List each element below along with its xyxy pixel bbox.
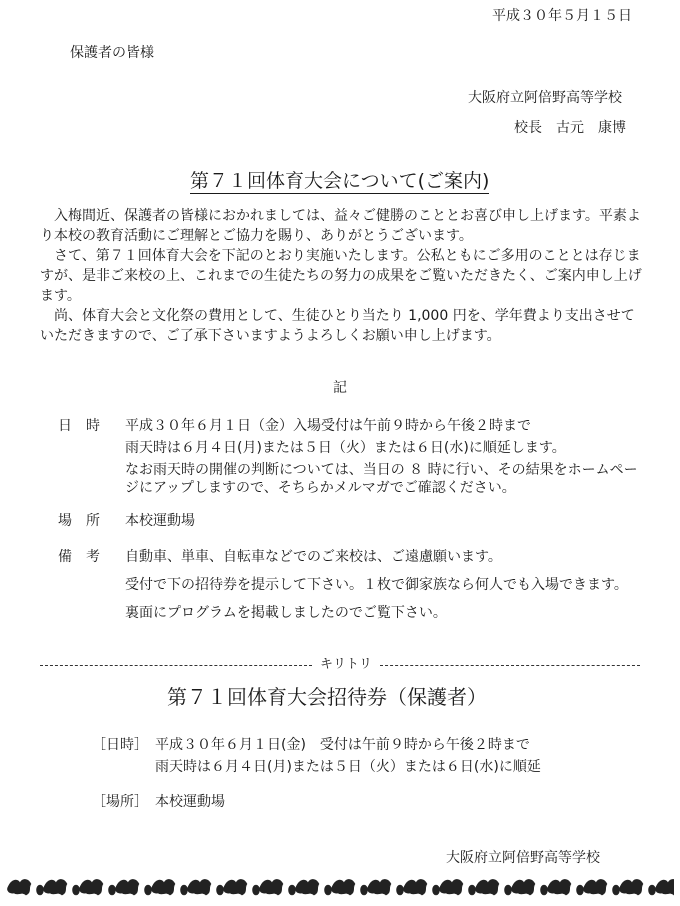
leaf-ornament — [475, 879, 499, 895]
acorn-ornament — [649, 885, 656, 895]
ticket-title: 第７１回体育大会招待券（保護者） — [167, 685, 487, 709]
sender-school: 大阪府立阿倍野高等学校 — [468, 90, 622, 106]
ticket-place-label: ［場所］ — [92, 794, 148, 810]
ticket-date-line-2: 雨天時は６月４日(月)または５日（火）または６日(水)に順延 — [155, 759, 541, 775]
leaf-ornament — [151, 879, 175, 895]
ticket-school: 大阪府立阿倍野高等学校 — [446, 850, 600, 866]
cut-line-right — [380, 665, 640, 666]
acorn-ornament — [145, 885, 152, 895]
acorn-ornament — [577, 885, 584, 895]
date-line-4: ジにアップしますので、そちらかメルマガでご確認ください。 — [125, 480, 516, 496]
leaf-ornament — [331, 879, 355, 895]
notice-title — [190, 169, 489, 193]
leaf-ornament — [439, 879, 463, 895]
leaf-ornament — [187, 879, 211, 895]
leaf-ornament — [79, 879, 103, 895]
decorative-leaf-border — [6, 876, 674, 898]
cut-line-left — [40, 665, 312, 666]
acorn-ornament — [289, 885, 296, 895]
leaf-ornament — [223, 879, 247, 895]
notice-title-text: 第７１回体育大会について(ご案内) — [190, 170, 490, 192]
acorn-ornament — [361, 885, 368, 895]
leaf-ornament — [259, 879, 283, 895]
notes-label: 備 考 — [58, 549, 100, 565]
body-paragraph-greeting: 入梅間近、保護者の皆様におかれましては、益々ご健勝のこととお喜び申し上げます。平素より本校の教育活動にご理解とご協力を賜り、ありがとうございます。 — [40, 208, 641, 244]
notes-line-3: 裏面にプログラムを掲載しましたのでご覧下さい。 — [125, 605, 447, 621]
leaf-ornament — [619, 879, 643, 895]
body-paragraph-expense: 尚、体育大会と文化祭の費用として、生徒ひとり当たり 1,000 円を、学年費より支出させていただきますので、ご了承下さいますようよろしくお願い申し上げます。 — [40, 308, 635, 344]
leaf-ornament — [295, 879, 319, 895]
acorn-ornament — [325, 885, 332, 895]
leaf-ornament — [511, 879, 535, 895]
acorn-ornament — [217, 885, 224, 895]
acorn-ornament — [253, 885, 260, 895]
place-label: 場 所 — [58, 513, 100, 529]
leaf-ornament — [115, 879, 139, 895]
leaf-ornament — [583, 879, 607, 895]
acorn-ornament — [469, 885, 476, 895]
leaf-ornament — [655, 879, 674, 895]
leaf-ornament — [367, 879, 391, 895]
cut-label: キリトリ — [320, 657, 373, 672]
notes-line-1: 自動車、単車、自転車などでのご来校は、ご遠慮願います。 — [125, 549, 502, 565]
acorn-ornament — [181, 885, 188, 895]
ticket-place-value: 本校運動場 — [155, 794, 225, 810]
date-line-2: 雨天時は６月４日(月)または５日（火）または６日(水)に順延します。 — [125, 440, 566, 456]
body-paragraph-announcement: さて、第７１回体育大会を下記のとおり実施いたします。公私ともにご多用のこととは存じますが、是非ご来校の上、これまでの生徒たちの努力の成果をご覧いただきたく、ご案内申し上げます。 — [40, 248, 642, 304]
leaf-ornament — [403, 879, 427, 895]
date-line-1: 平成３０年６月１日（金）入場受付は午前９時から午後２時まで — [125, 418, 531, 434]
date-line-3: なお雨天時の開催の判断については、当日の ８ 時に行い、その結果をホームペー — [125, 462, 638, 478]
ki-heading: 記 — [333, 380, 347, 396]
acorn-ornament — [37, 885, 44, 895]
acorn-ornament — [73, 885, 80, 895]
recipient: 保護者の皆様 — [70, 45, 154, 61]
acorn-ornament — [433, 885, 440, 895]
acorn-ornament — [397, 885, 404, 895]
acorn-ornament — [505, 885, 512, 895]
notes-line-2: 受付で下の招待券を提示して下さい。１枚で御家族なら何人でも入場できます。 — [125, 577, 628, 593]
acorn-ornament — [541, 885, 548, 895]
acorn-ornament — [613, 885, 620, 895]
leaf-ornament — [43, 879, 67, 895]
acorn-ornament — [109, 885, 116, 895]
ticket-date-label: ［日時］ — [92, 737, 148, 753]
ticket-date-line-1: 平成３０年６月１日(金) 受付は午前９時から午後２時まで — [155, 737, 530, 753]
leaf-ornament — [7, 879, 31, 895]
place-value: 本校運動場 — [125, 513, 195, 529]
date-label: 日 時 — [58, 418, 100, 434]
leaf-ornament — [547, 879, 571, 895]
notice-body — [40, 206, 645, 346]
sender-principal: 校長 古元 康博 — [514, 120, 626, 136]
letter-date: 平成３０年５月１５日 — [492, 8, 632, 24]
